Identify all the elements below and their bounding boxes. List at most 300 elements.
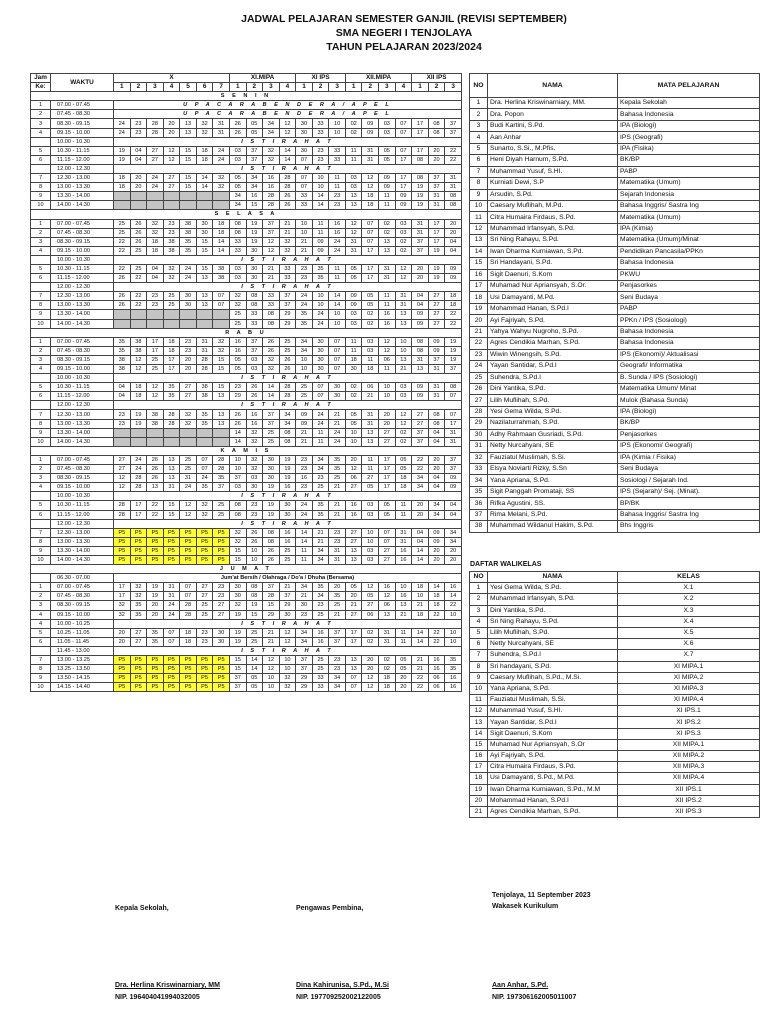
walikelas-row bbox=[470, 806, 760, 817]
teacher-code-cell: 12 bbox=[279, 628, 296, 637]
time-slot: 10.30 - 11.15 bbox=[51, 501, 114, 510]
walikelas-name: Dini Yantika, S.Pd. bbox=[488, 605, 618, 616]
teacher-code-cell: 25 bbox=[246, 628, 263, 637]
teacher-code-cell: 25 bbox=[312, 483, 329, 492]
teacher-code-cell: 25 bbox=[279, 555, 296, 564]
day-name: S E N I N bbox=[31, 92, 462, 101]
schedule-row bbox=[31, 483, 462, 492]
teacher-code-cell: 34 bbox=[312, 555, 329, 564]
jam-number: 8 bbox=[31, 537, 51, 546]
teacher-code-cell: 23 bbox=[312, 155, 329, 164]
teacher-code-cell: 25 bbox=[312, 610, 329, 619]
teacher-code-cell: 11 bbox=[329, 264, 346, 273]
walikelas-name: Yana Apriana, S.Pd. bbox=[488, 683, 618, 694]
teacher-no: 19 bbox=[470, 303, 488, 314]
teacher-code-cell: 29 bbox=[263, 610, 280, 619]
teacher-code-cell: 22 bbox=[114, 246, 131, 255]
teacher-code-cell: 24 bbox=[329, 428, 346, 437]
teacher-code-cell: 09 bbox=[379, 183, 396, 192]
teacher-code-cell: 20 bbox=[147, 610, 164, 619]
teacher-code-cell: 17 bbox=[379, 455, 396, 464]
teacher-code-cell: 11 bbox=[379, 365, 396, 374]
teacher-code-cell bbox=[130, 192, 147, 201]
time-slot: 13.30 - 14.00 bbox=[51, 428, 114, 437]
teacher-code-cell: P5 bbox=[196, 555, 213, 564]
teacher-code-cell: 33 bbox=[229, 246, 246, 255]
teacher-code-cell: 19 bbox=[428, 274, 445, 283]
teacher-code-cell: 24 bbox=[296, 292, 313, 301]
teacher-code-cell: 33 bbox=[312, 683, 329, 692]
teacher-code-cell: 05 bbox=[395, 455, 412, 464]
walikelas-name: Citra Humaira Firdaus, S.Pd. bbox=[488, 762, 618, 773]
walikelas-row bbox=[470, 672, 760, 683]
time-slot: 10.00 - 10.30 bbox=[51, 255, 114, 264]
teacher-code-cell: 05 bbox=[229, 174, 246, 183]
teacher-code-cell: 17 bbox=[445, 419, 462, 428]
teacher-code-cell: 37 bbox=[428, 355, 445, 364]
teacher-subject: BP/BK bbox=[618, 498, 760, 509]
time-slot: 10.00 - 10.30 bbox=[51, 374, 114, 383]
teacher-name: Muhammad Irfansyah, S.Pd. bbox=[488, 223, 618, 234]
teacher-no: 7 bbox=[470, 166, 488, 177]
teacher-code-cell: 05 bbox=[379, 146, 396, 155]
jam-number: 9 bbox=[31, 428, 51, 437]
teacher-code-cell: 26 bbox=[114, 292, 131, 301]
teacher-code-cell: 04 bbox=[412, 537, 429, 546]
time-slot: 08.30 - 09.15 bbox=[51, 601, 114, 610]
teacher-code-cell: 06 bbox=[362, 383, 379, 392]
teacher-code-cell: 03 bbox=[345, 183, 362, 192]
teacher-code-cell: 27 bbox=[163, 174, 180, 183]
teacher-code-cell: 12 bbox=[362, 583, 379, 592]
schedule-row bbox=[31, 656, 462, 665]
teacher-code-cell: 07 bbox=[180, 592, 197, 601]
class-number: 4 bbox=[395, 83, 412, 92]
teacher-no: 26 bbox=[470, 383, 488, 394]
teacher-code-cell: 12 bbox=[147, 383, 164, 392]
jam-number: 6 bbox=[31, 510, 51, 519]
teacher-code-cell: 03 bbox=[362, 510, 379, 519]
walikelas-class: X.4 bbox=[618, 616, 760, 627]
teacher-code-cell: 03 bbox=[395, 228, 412, 237]
teacher-code-cell: 10 bbox=[312, 292, 329, 301]
teacher-code-cell: 24 bbox=[312, 310, 329, 319]
time-slot: 12.00 - 12.30 bbox=[51, 164, 114, 173]
teacher-code-cell: 05 bbox=[395, 665, 412, 674]
teacher-code-cell: 31 bbox=[362, 155, 379, 164]
teacher-code-cell: 16 bbox=[263, 183, 280, 192]
walikelas-row bbox=[470, 650, 760, 661]
break-label: Jum'at Bersih / Olahraga / Do'a / Dhuha (Bersama) bbox=[114, 574, 462, 583]
teacher-code-cell: 27 bbox=[147, 155, 164, 164]
teacher-code-cell: 25 bbox=[114, 219, 131, 228]
schedule-row bbox=[31, 274, 462, 283]
time-slot: 09.15 - 10.00 bbox=[51, 365, 114, 374]
teacher-code-cell: 21 bbox=[345, 601, 362, 610]
teacher-code-cell: 05 bbox=[379, 501, 396, 510]
teacher-code-cell: 11 bbox=[395, 637, 412, 646]
teacher-code-cell: 34 bbox=[229, 192, 246, 201]
teacher-code-cell: 32 bbox=[213, 337, 230, 346]
time-slot: 12.00 - 12.30 bbox=[51, 283, 114, 292]
teacher-code-cell: 02 bbox=[395, 246, 412, 255]
teacher-code-cell: 21 bbox=[329, 419, 346, 428]
teacher-name: Arsudin, S.Pd. bbox=[488, 189, 618, 200]
teacher-no: 4 bbox=[470, 132, 488, 143]
teacher-code-cell: 12 bbox=[163, 146, 180, 155]
walikelas-row bbox=[470, 795, 760, 806]
teacher-code-cell: 05 bbox=[246, 119, 263, 128]
teacher-no: 10 bbox=[470, 200, 488, 211]
teacher-code-cell: 10 bbox=[312, 301, 329, 310]
teacher-code-cell: 28 bbox=[130, 474, 147, 483]
teacher-code-cell: 37 bbox=[445, 128, 462, 137]
teacher-code-cell: 38 bbox=[213, 264, 230, 273]
teacher-code-cell: 12 bbox=[362, 683, 379, 692]
teacher-code-cell: 38 bbox=[180, 228, 197, 237]
teacher-code-cell: 09 bbox=[296, 410, 313, 419]
teacher-code-cell: 27 bbox=[196, 592, 213, 601]
teacher-code-cell: P5 bbox=[213, 555, 230, 564]
teacher-code-cell bbox=[114, 319, 131, 328]
teacher-code-cell: 17 bbox=[428, 237, 445, 246]
teacher-code-cell: 09 bbox=[428, 337, 445, 346]
teacher-code-cell: 14 bbox=[196, 174, 213, 183]
teacher-code-cell: 35 bbox=[196, 419, 213, 428]
teacher-code-cell: 31 bbox=[379, 264, 396, 273]
teacher-code-cell bbox=[130, 310, 147, 319]
teacher-code-cell: P5 bbox=[163, 683, 180, 692]
time-slot: 13.30 - 14.00 bbox=[51, 546, 114, 555]
teacher-code-cell: 08 bbox=[428, 128, 445, 137]
teacher-code-cell: 32 bbox=[147, 228, 164, 237]
jam-number bbox=[31, 137, 51, 146]
teacher-row bbox=[470, 475, 760, 486]
teacher-name: Yahya Wahyu Nugroho, S.Pd. bbox=[488, 326, 618, 337]
teacher-code-cell: 14 bbox=[428, 583, 445, 592]
teacher-code-cell: 07 bbox=[213, 292, 230, 301]
teacher-code-cell: 19 bbox=[130, 419, 147, 428]
teacher-code-cell bbox=[130, 437, 147, 446]
teacher-code-cell: 19 bbox=[279, 455, 296, 464]
walikelas-name: Usi Damayanti, S.Pd., M.Pd. bbox=[488, 773, 618, 784]
teacher-code-cell: 25 bbox=[329, 474, 346, 483]
teacher-code-cell: 03 bbox=[229, 155, 246, 164]
teacher-code-cell: 29 bbox=[229, 392, 246, 401]
jam-number: 5 bbox=[31, 501, 51, 510]
teacher-code-cell bbox=[213, 192, 230, 201]
class-number: 2 bbox=[246, 83, 263, 92]
schedule-row bbox=[31, 537, 462, 546]
teacher-code-cell: 28 bbox=[114, 510, 131, 519]
teacher-code-cell: P5 bbox=[114, 665, 131, 674]
teacher-row bbox=[470, 372, 760, 383]
teacher-code-cell: 10 bbox=[329, 319, 346, 328]
teacher-code-cell: 13 bbox=[412, 365, 429, 374]
teacher-code-cell: 10 bbox=[362, 528, 379, 537]
teacher-code-cell: 16 bbox=[263, 174, 280, 183]
teacher-code-cell: 11 bbox=[345, 346, 362, 355]
teacher-code-cell: 12 bbox=[263, 665, 280, 674]
day-name: J U M A T bbox=[31, 565, 462, 574]
teacher-code-cell: P5 bbox=[180, 555, 197, 564]
teacher-code-cell: 30 bbox=[279, 501, 296, 510]
teacher-code-cell: 20 bbox=[114, 628, 131, 637]
teacher-code-cell: 22 bbox=[130, 301, 147, 310]
teacher-code-cell: P5 bbox=[196, 546, 213, 555]
walikelas-class: XII MIPA.2 bbox=[618, 751, 760, 762]
teacher-code-cell: 08 bbox=[229, 501, 246, 510]
class-group-header: XII IPS bbox=[412, 74, 462, 83]
walikelas-name: Sri Ning Rahayu, S.Pd. bbox=[488, 616, 618, 627]
teacher-code-cell: 09 bbox=[412, 383, 429, 392]
teacher-code-cell: 08 bbox=[412, 174, 429, 183]
teacher-code-cell: 16 bbox=[229, 337, 246, 346]
teacher-code-cell: 10 bbox=[246, 546, 263, 555]
teacher-code-cell: 12 bbox=[379, 337, 396, 346]
teacher-code-cell bbox=[163, 192, 180, 201]
teacher-code-cell: 08 bbox=[445, 201, 462, 210]
teacher-code-cell: 09 bbox=[445, 474, 462, 483]
teacher-code-cell: 37 bbox=[412, 237, 429, 246]
walikelas-row bbox=[470, 739, 760, 750]
day-name: S E L A S A bbox=[31, 210, 462, 219]
teacher-code-cell: 27 bbox=[345, 528, 362, 537]
teacher-code-cell: 23 bbox=[147, 292, 164, 301]
teacher-code-cell: 19 bbox=[428, 264, 445, 273]
walikelas-row bbox=[470, 583, 760, 594]
teacher-subject: PABP bbox=[618, 303, 760, 314]
time-slot: 09.15 - 10.00 bbox=[51, 246, 114, 255]
teacher-code-cell: 35 bbox=[163, 383, 180, 392]
walikelas-no: 7 bbox=[470, 650, 488, 661]
teacher-code-cell: 08 bbox=[263, 319, 280, 328]
teacher-code-cell: 28 bbox=[180, 610, 197, 619]
teacher-code-cell: 14 bbox=[263, 383, 280, 392]
teacher-code-cell bbox=[196, 437, 213, 446]
teacher-code-cell: 12 bbox=[395, 264, 412, 273]
teacher-code-cell bbox=[213, 319, 230, 328]
ke-header: Ke: bbox=[31, 83, 51, 92]
teacher-code-cell: 34 bbox=[445, 528, 462, 537]
teacher-code-cell: 35 bbox=[147, 637, 164, 646]
teacher-code-cell: 02 bbox=[379, 228, 396, 237]
schedule-row bbox=[31, 365, 462, 374]
teacher-code-cell bbox=[180, 319, 197, 328]
teacher-code-cell: P5 bbox=[147, 528, 164, 537]
teacher-code-cell: 19 bbox=[246, 219, 263, 228]
teacher-code-cell: 33 bbox=[263, 292, 280, 301]
teacher-row bbox=[470, 246, 760, 257]
teacher-row bbox=[470, 486, 760, 497]
teacher-code-cell: 04 bbox=[445, 237, 462, 246]
teacher-code-cell bbox=[180, 192, 197, 201]
teacher-code-cell: 30 bbox=[296, 146, 313, 155]
schedule-row bbox=[31, 601, 462, 610]
teacher-code-cell: 22 bbox=[428, 637, 445, 646]
teacher-code-cell: 32 bbox=[263, 155, 280, 164]
teacher-code-cell: 04 bbox=[445, 246, 462, 255]
teacher-code-cell: P5 bbox=[130, 537, 147, 546]
walikelas-class: XI IPS.3 bbox=[618, 728, 760, 739]
teacher-code-cell: 26 bbox=[147, 474, 164, 483]
teacher-code-cell: 34 bbox=[312, 455, 329, 464]
teacher-code-cell: 20 bbox=[130, 174, 147, 183]
jam-number bbox=[31, 492, 51, 501]
teacher-code-cell: 03 bbox=[362, 555, 379, 564]
teacher-code-cell: 25 bbox=[312, 656, 329, 665]
teacher-code-cell: 03 bbox=[229, 146, 246, 155]
teacher-no: 2 bbox=[470, 109, 488, 120]
teacher-row bbox=[470, 212, 760, 223]
time-slot: 13.00 - 13.25 bbox=[51, 656, 114, 665]
teacher-code-cell: 13 bbox=[345, 546, 362, 555]
teacher-name: Sri Ning Rahayu, S.Pd. bbox=[488, 235, 618, 246]
jam-number bbox=[31, 283, 51, 292]
teacher-code-cell: 21 bbox=[412, 656, 429, 665]
teacher-code-cell: 07 bbox=[345, 683, 362, 692]
time-slot: 09.15 - 10.00 bbox=[51, 128, 114, 137]
teacher-no: 6 bbox=[470, 155, 488, 166]
teacher-code-cell: 20 bbox=[428, 155, 445, 164]
teacher-code-cell: 11 bbox=[395, 501, 412, 510]
teacher-code-cell: 27 bbox=[213, 601, 230, 610]
teacher-row bbox=[470, 109, 760, 120]
teacher-code-cell: 16 bbox=[428, 656, 445, 665]
teacher-code-cell: 12 bbox=[114, 483, 131, 492]
teacher-code-cell: 14 bbox=[246, 665, 263, 674]
schedule-row bbox=[31, 628, 462, 637]
class-number: 1 bbox=[229, 83, 246, 92]
schedule-row bbox=[31, 555, 462, 564]
teacher-code-cell: 04 bbox=[412, 528, 429, 537]
teacher-code-cell: 28 bbox=[196, 355, 213, 364]
teacher-code-cell: 31 bbox=[362, 146, 379, 155]
class-number: 4 bbox=[279, 83, 296, 92]
break-label: I S T I R A H A T bbox=[114, 492, 462, 501]
teacher-code-cell bbox=[163, 201, 180, 210]
teacher-code-cell: 10 bbox=[395, 337, 412, 346]
jam-number: 5 bbox=[31, 383, 51, 392]
teacher-code-cell: 34 bbox=[412, 483, 429, 492]
teacher-code-cell: P5 bbox=[213, 656, 230, 665]
teacher-code-cell: 26 bbox=[114, 301, 131, 310]
teacher-code-cell: 34 bbox=[296, 628, 313, 637]
class-number: 1 bbox=[114, 83, 131, 92]
teacher-code-cell: 24 bbox=[196, 474, 213, 483]
teacher-code-cell: 37 bbox=[279, 301, 296, 310]
class-number: 1 bbox=[345, 83, 362, 92]
teacher-code-cell: 21 bbox=[279, 583, 296, 592]
teacher-code-cell: 23 bbox=[329, 656, 346, 665]
schedule-row bbox=[31, 528, 462, 537]
jam-number: 5 bbox=[31, 146, 51, 155]
teacher-code-cell: 31 bbox=[428, 383, 445, 392]
walikelas-row bbox=[470, 717, 760, 728]
walikelas-row bbox=[470, 605, 760, 616]
teacher-code-cell bbox=[130, 428, 147, 437]
teacher-code-cell bbox=[213, 428, 230, 437]
teacher-code-cell: 17 bbox=[345, 628, 362, 637]
teacher-code-cell: 14 bbox=[296, 537, 313, 546]
jam-number: 6 bbox=[31, 637, 51, 646]
teacher-code-cell: 32 bbox=[130, 583, 147, 592]
teacher-code-cell: P5 bbox=[196, 537, 213, 546]
teacher-code-cell: 19 bbox=[114, 146, 131, 155]
teacher-code-cell: 35 bbox=[312, 510, 329, 519]
break-label: I S T I R A H A T bbox=[114, 619, 462, 628]
jam-number: 8 bbox=[31, 665, 51, 674]
teacher-code-cell: 21 bbox=[412, 601, 429, 610]
teacher-code-cell: 30 bbox=[312, 365, 329, 374]
walikelas-no: 10 bbox=[470, 683, 488, 694]
teacher-code-cell: 21 bbox=[362, 392, 379, 401]
teacher-row bbox=[470, 452, 760, 463]
teacher-code-cell: 37 bbox=[263, 228, 280, 237]
walikelas-class: X.1 bbox=[618, 583, 760, 594]
teacher-code-cell: 30 bbox=[246, 264, 263, 273]
teacher-code-cell: 19 bbox=[263, 510, 280, 519]
teacher-subject: PKWU bbox=[618, 269, 760, 280]
teacher-code-cell: 18 bbox=[379, 683, 396, 692]
teacher-code-cell: 25 bbox=[163, 292, 180, 301]
teacher-table bbox=[469, 73, 760, 533]
teacher-code-cell: 08 bbox=[246, 292, 263, 301]
walikelas-no: 18 bbox=[470, 773, 488, 784]
teacher-code-cell: 07 bbox=[329, 337, 346, 346]
teacher-code-cell: 21 bbox=[263, 628, 280, 637]
teacher-code-cell: 12 bbox=[345, 465, 362, 474]
walikelas-no: 13 bbox=[470, 717, 488, 728]
schedule-row bbox=[31, 101, 462, 110]
teacher-code-cell: 13 bbox=[345, 665, 362, 674]
teacher-code-cell: 18 bbox=[147, 246, 164, 255]
teacher-code-cell: P5 bbox=[147, 537, 164, 546]
time-slot: 12.30 - 13.00 bbox=[51, 174, 114, 183]
teacher-code-cell bbox=[163, 319, 180, 328]
teacher-code-cell: 18 bbox=[213, 228, 230, 237]
teacher-code-cell: P5 bbox=[163, 546, 180, 555]
teacher-code-cell bbox=[114, 437, 131, 446]
walikelas-no: 5 bbox=[470, 627, 488, 638]
schedule-row bbox=[31, 501, 462, 510]
teacher-code-cell: 30 bbox=[246, 274, 263, 283]
teacher-code-cell: 37 bbox=[263, 219, 280, 228]
teacher-subject: Bahasa Inggris/ Sastra Ing bbox=[618, 509, 760, 520]
class-number: 2 bbox=[312, 83, 329, 92]
teacher-code-cell: 37 bbox=[229, 474, 246, 483]
teacher-code-cell: 10 bbox=[312, 174, 329, 183]
teacher-code-cell: 17 bbox=[163, 365, 180, 374]
teacher-code-cell: 06 bbox=[428, 683, 445, 692]
teacher-code-cell: 13 bbox=[196, 274, 213, 283]
teacher-code-cell: 23 bbox=[114, 410, 131, 419]
teacher-code-cell: 21 bbox=[279, 228, 296, 237]
teacher-row bbox=[470, 223, 760, 234]
teacher-code-cell: 19 bbox=[114, 155, 131, 164]
teacher-code-cell: 32 bbox=[180, 410, 197, 419]
teacher-code-cell: 25 bbox=[147, 365, 164, 374]
teacher-code-cell: 16 bbox=[246, 419, 263, 428]
teacher-code-cell: 32 bbox=[213, 346, 230, 355]
teacher-code-cell: 25 bbox=[130, 246, 147, 255]
teacher-code-cell: 03 bbox=[246, 474, 263, 483]
teacher-code-cell: 13 bbox=[345, 192, 362, 201]
teacher-code-cell: 33 bbox=[279, 264, 296, 273]
teacher-code-cell: P5 bbox=[147, 674, 164, 683]
teacher-code-cell: 34 bbox=[445, 537, 462, 546]
teacher-code-cell: 03 bbox=[362, 546, 379, 555]
